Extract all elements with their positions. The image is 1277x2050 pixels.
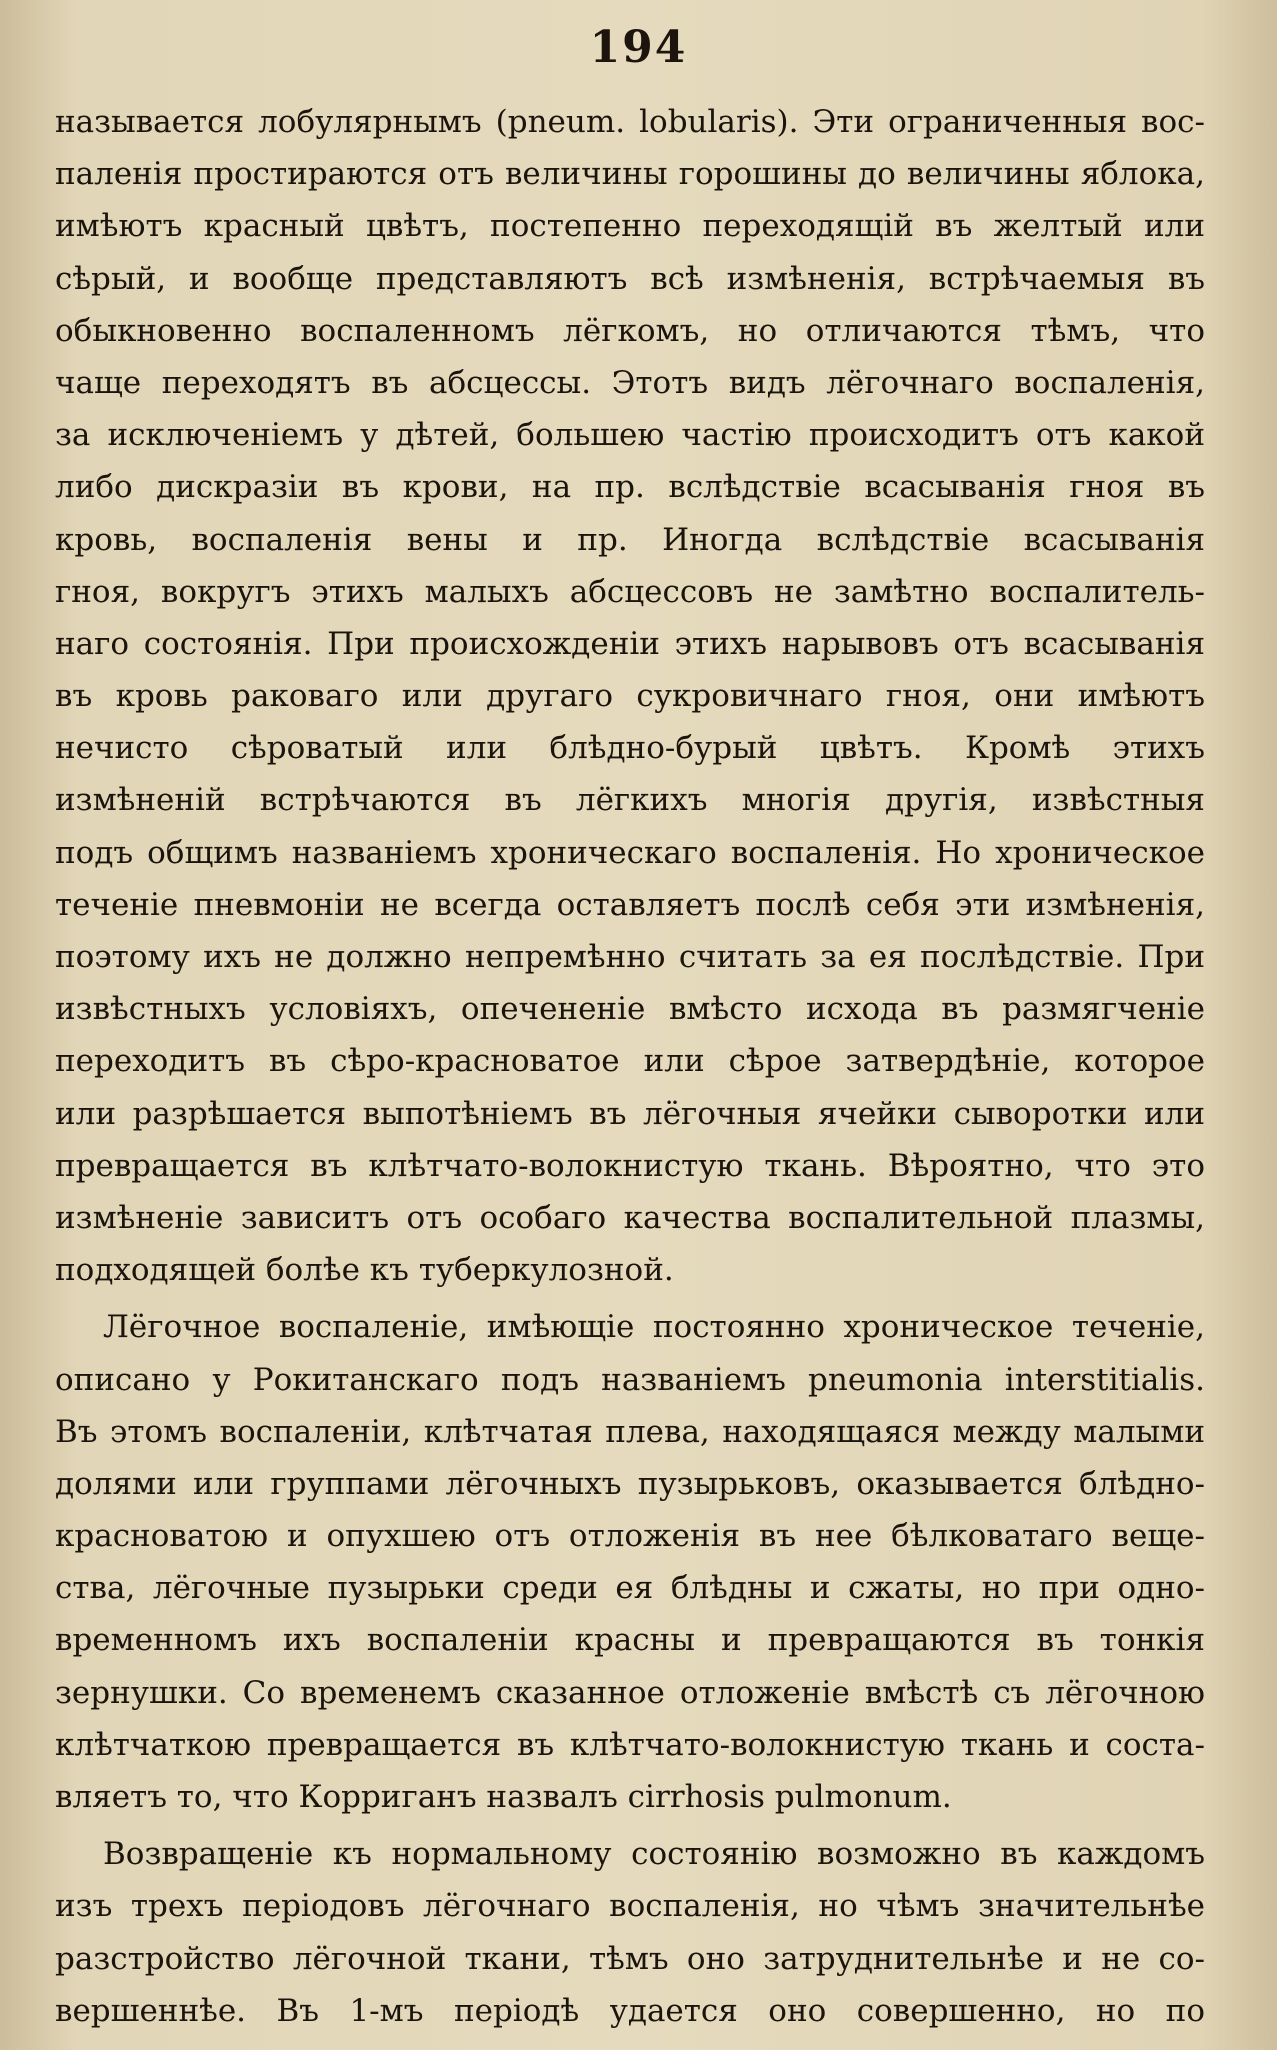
text-line: подходящей болѣе къ туберкулозной. — [55, 1252, 674, 1289]
text-line: измѣненіе зависитъ отъ особаго качества воспалительной плазмы, — [55, 1199, 1205, 1236]
text-line: поэтому ихъ не должно непремѣнно считать за ея послѣдствіе. При — [55, 939, 1205, 975]
text-line: нечисто сѣроватый или блѣдно-бурый цвѣтъ. Кромѣ этихъ — [55, 730, 1205, 767]
page-body — [55, 96, 1205, 2037]
paragraph — [55, 1301, 1205, 1823]
text-line: описано у Рокитанскаго подъ названіемъ pneumonia interstitialis. — [55, 1361, 1205, 1398]
text-line: либо дискразіи въ крови, на пр. вслѣдствіе всасыванія гноя въ — [55, 469, 1205, 506]
paragraph — [55, 96, 1205, 1296]
text-line: клѣтчаткою превращается въ клѣтчато-волокнистую ткань и соста- — [55, 1726, 1205, 1763]
text-line: красноватою и опухшею отъ отложенія въ нее бѣлковатаго веще- — [55, 1518, 1205, 1555]
text-line: Лёгочное воспаленіе, имѣющіе постоянно хроническое теченіе, — [103, 1309, 1205, 1346]
text-line: зернушки. Со временемъ сказанное отложеніе вмѣстѣ съ лёгочною — [55, 1674, 1205, 1711]
text-line: вершеннѣе. Въ 1-мъ періодѣ удается оно совершенно, но по — [55, 1992, 1205, 2029]
text-line: переходитъ въ сѣро-красноватое или сѣрое затвердѣніе, которое — [55, 1043, 1205, 1080]
text-line: разстройство лёгочной ткани, тѣмъ оно затруднительнѣе и не со- — [55, 1940, 1205, 1977]
paragraph — [55, 1828, 1205, 2037]
text-line: вляетъ то, что Корриганъ назвалъ cirrhosis pulmonum. — [55, 1779, 952, 1815]
text-line: превращается въ клѣтчато-волокнистую ткань. Вѣроятно, что это — [55, 1147, 1205, 1184]
text-line: долями или группами лёгочныхъ пузырьковъ, оказывается блѣдно- — [55, 1465, 1205, 1502]
text-line: обыкновенно воспаленномъ лёгкомъ, но отличаются тѣмъ, что — [55, 312, 1205, 349]
text-line: Въ этомъ воспаленіи, клѣтчатая плева, находящаяся между малыми — [55, 1413, 1205, 1450]
text-line: Возвращеніе къ нормальному состоянію возможно въ каждомъ — [103, 1836, 1205, 1873]
text-line: въ кровь раковаго или другаго сукровичнаго гноя, они имѣютъ — [55, 678, 1205, 715]
text-line: паленія простираются отъ величины горошины до величины яблока, — [55, 156, 1205, 193]
text-line: измѣненій встрѣчаются въ лёгкихъ многія другія, извѣстныя — [55, 782, 1205, 819]
text-line: теченіе пневмоніи не всегда оставляетъ послѣ себя эти измѣненія, — [55, 886, 1205, 923]
text-line: или разрѣшается выпотѣніемъ въ лёгочныя ячейки сыворотки или — [55, 1095, 1205, 1132]
text-line: временномъ ихъ воспаленіи красны и превращаются въ тонкія — [55, 1622, 1205, 1659]
text-line: кровь, воспаленія вены и пр. Иногда вслѣдствіе всасыванія — [55, 521, 1205, 558]
text-line: называется лобулярнымъ (pneum. lobularis). Эти ограниченныя вос- — [55, 104, 1205, 140]
text-line: чаще переходятъ въ абсцессы. Этотъ видъ лёгочнаго воспаленія, — [55, 364, 1205, 401]
text-line: гноя, вокругъ этихъ малыхъ абсцессовъ не замѣтно воспалитель- — [55, 573, 1205, 610]
text-line: извѣстныхъ условіяхъ, опечененіе вмѣсто исхода въ размягченіе — [55, 991, 1205, 1028]
text-line: наго состоянія. При происхожденіи этихъ нарывовъ отъ всасыванія — [55, 625, 1205, 662]
text-line: сѣрый, и вообще представляютъ всѣ измѣненія, встрѣчаемыя въ — [55, 260, 1205, 297]
text-line: изъ трехъ періодовъ лёгочнаго воспаленія, но чѣмъ значительнѣе — [55, 1888, 1205, 1925]
text-line: подъ общимъ названіемъ хроническаго воспаленія. Но хроническое — [55, 834, 1205, 871]
text-line: ства, лёгочные пузырьки среди ея блѣдны и сжаты, но при одно- — [55, 1570, 1205, 1607]
text-line: за исключеніемъ у дѣтей, большею частію происходитъ отъ какой — [55, 417, 1205, 454]
page-number: 194 — [589, 22, 688, 73]
text-line: имѣютъ красный цвѣтъ, постепенно переходящій въ желтый или — [55, 208, 1205, 245]
